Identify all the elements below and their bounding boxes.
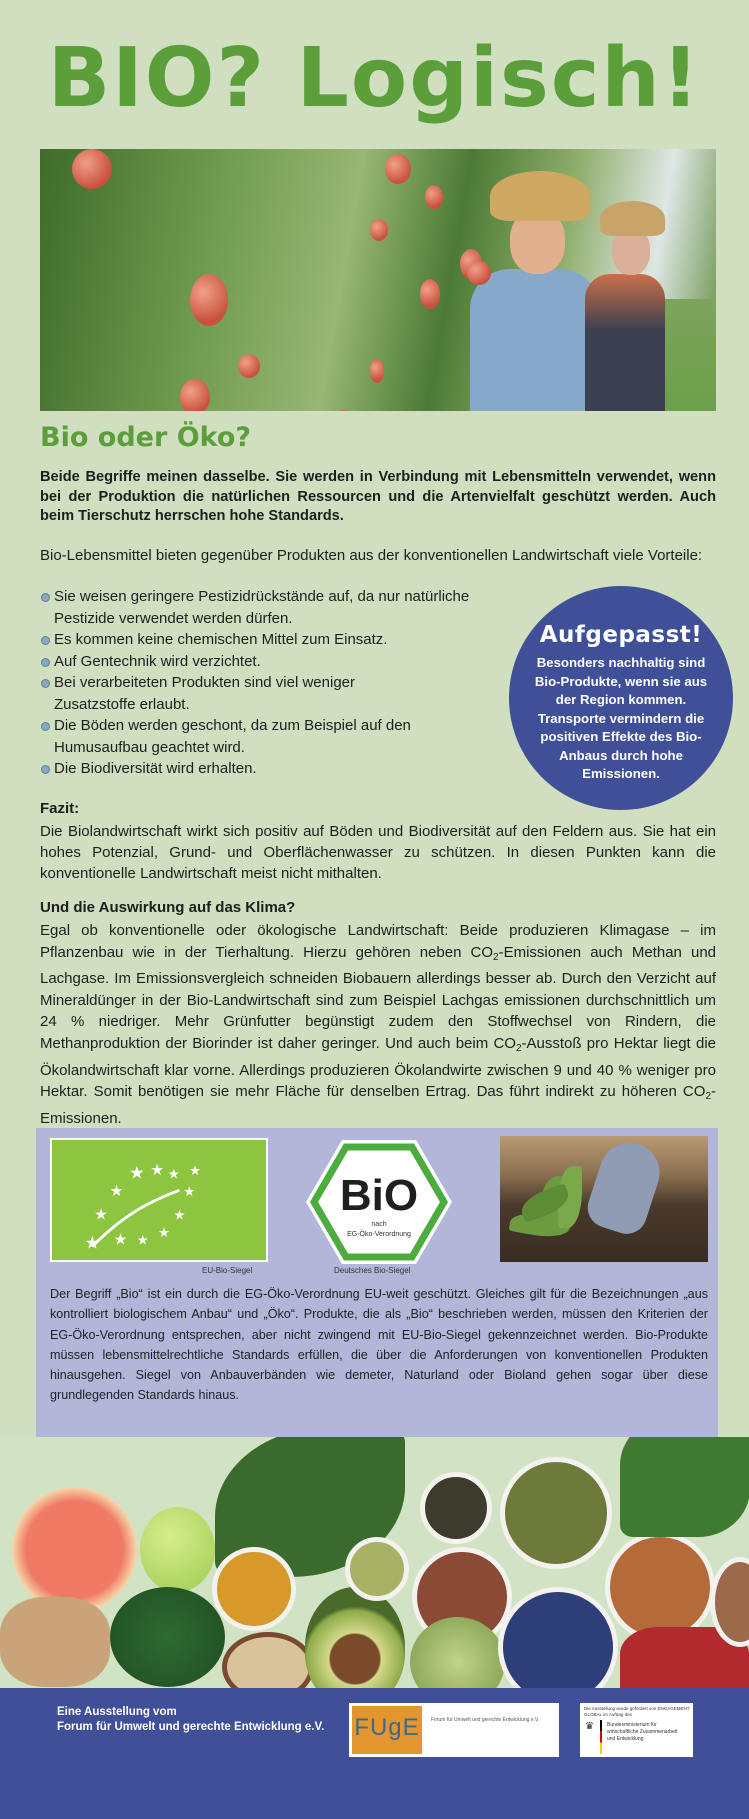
de-seal-caption: Deutsches Bio-Siegel [334,1266,411,1275]
aufgepasst-callout [509,586,733,810]
svg-text:nach: nach [371,1221,387,1228]
lead-paragraph: Beide Begriffe meinen dasselbe. Sie werden in Verbindung mit Lebensmitteln verwendet, wenn bei der Produktion die natürlichen Ressourcen und die Artenvielfalt geschützt werden. Auch beim Tierschutz herrschen hohe Standards. [40,469,716,524]
list-item: Es kommen keine chemischen Mittel zum Einsatz. [40,629,510,651]
svg-text:★: ★ [94,1206,109,1224]
section-heading: Bio oder Öko? [40,422,252,453]
fuge-logo: FUgE Forum für Umwelt und gerechte Entwicklung e.V. [349,1703,559,1757]
list-item: Die Böden werden geschont, da zum Beispiel auf den Humusaufbau geachtet wird. [40,715,460,758]
list-item: Sie weisen geringere Pestizidrückstände auf, da nur natürliche Pestizide verwendet werden dürfen. [40,586,480,629]
svg-text:★: ★ [84,1232,101,1253]
eu-seal-caption: EU-Bio-Siegel [202,1266,253,1275]
svg-text:★: ★ [173,1207,186,1223]
fazit-heading: Fazit: [40,800,80,817]
bmz-logo: Die Ausstellung wurde gefördert von ENGAGEMENT GLOBAL im Auftrag des ♛ Bundesministerium für wirtschaftliche Zusammenarbeit und Entwicklung [580,1703,693,1757]
gloved-hand-planting-photo [500,1136,708,1262]
benefits-list [40,586,510,780]
list-item: Die Biodiversität wird erhalten. [40,758,510,780]
eu-bio-leaf-logo [50,1138,268,1262]
svg-text:BiO: BiO [339,1171,419,1220]
klima-heading: Und die Auswirkung auf das Klima? [40,899,296,916]
svg-text:★: ★ [136,1232,149,1248]
intro-paragraph: Bio-Lebensmittel bieten gegenüber Produkten aus der konventionellen Landwirtschaft viele Vorteile: [40,547,703,564]
svg-text:★: ★ [183,1184,196,1200]
callout-text: Besonders nachhaltig sind Bio-Produkte, wenn sie aus der Region kommen. Transporte vermindern die positiven Effekte des Bio-Anbaus durch hohe Emissionen. [534,655,708,781]
svg-text:EG-Öko-Verordnung: EG-Öko-Verordnung [347,1231,411,1238]
hero-photo-orchard [40,149,716,411]
svg-text:★: ★ [158,1224,171,1240]
svg-text:★: ★ [150,1161,165,1179]
deutsches-bio-siegel-logo [304,1138,454,1266]
bio-hexagon-icon [304,1138,454,1266]
german-flag-bar [600,1720,602,1754]
svg-text:★: ★ [109,1183,124,1201]
callout-title: Aufgepasst! [539,622,703,648]
federal-eagle-icon: ♛ [585,1721,594,1732]
svg-text:★: ★ [167,1166,180,1182]
bio-seal-info-box [36,1128,718,1438]
fazit-paragraph: Die Biolandwirtschaft wirkt sich positiv auf Böden und Biodiversität auf den Feldern aus. Sie hat ein hohes Potenzial, Grund- und Oberflächenwasser zu schützen. In diesen Punkten kann die konventionelle Landwirtschaft meist nicht mithalten. [40,823,716,882]
svg-text:★: ★ [189,1162,202,1178]
eu-star-leaf-icon [52,1140,266,1260]
page-title: BIO? Logisch! [47,31,702,126]
list-item: Auf Gentechnik wird verzichtet. [40,651,510,673]
healthy-food-photo [0,1437,749,1688]
svg-text:★: ★ [113,1231,128,1249]
klima-paragraph: Egal ob konventionelle oder ökologische Landwirtschaft: Beide produzieren Klimagase – im Pflanzenbau wie in der Tierhaltung. Hierzu gehören neben $CO_2$-Emissionen auch Methan und Lachgase. Im Emissionsvergleich schneiden Biobauern allerdings besser ab. Durch den Verzicht auf Mineraldünger in der Bio-Landwirtschaft sind zum Beispiel Lachgas emissionen durchschnittlich um 24 % niedriger. Mehr Grünfutter begünstigt zudem den Stoffwechsel von Rindern, die Methanproduktion der Biorinder ist daher geringer. Und auch beim $CO_2$-Ausstoß pro Hektar liegt die Ökolandwirtschaft klar vorne. Allerdings produzieren Ökolandwirte zwischen 9 und 40 % weniger pro Hektar. Somit benötigen sie mehr Fläche für denselben Ertrag. Das führt indirekt zu höheren $CO_2$-Emissionen. [40,922,716,1127]
info-paragraph: Der Begriff „Bio“ ist ein durch die EG-Öko-Verordnung EU-weit geschützt. Gleiches gilt für die Bezeichnungen „aus kontrolliert biologischem Anbau“ und „Öko“. Produkte, die als „Bio“ beschrieben werden, müssen den Kriterien der EG-Öko-Verordnung entsprechen, aber nicht zwingend mit EU-Bio-Siegel gekennzeichnet werden. Bio-Produkte müssen lebensmittelrechtliche Standards erfüllen, die über die Anforderungen von konventionellen Produkten hinausgehen. Siegel von Anbauverbänden wie demeter, Naturland oder Bioland gehen sogar über diese grundlegenden Standards hinaus. [50,1287,708,1403]
svg-text:★: ★ [129,1162,145,1183]
exhibition-credit: Eine Ausstellung vom Forum für Umwelt und gerechte Entwicklung e.V. [57,1706,325,1733]
footer [0,1688,749,1819]
list-item: Bei verarbeiteten Produkten sind viel weniger Zusatzstoffe erlaubt. [40,672,410,715]
